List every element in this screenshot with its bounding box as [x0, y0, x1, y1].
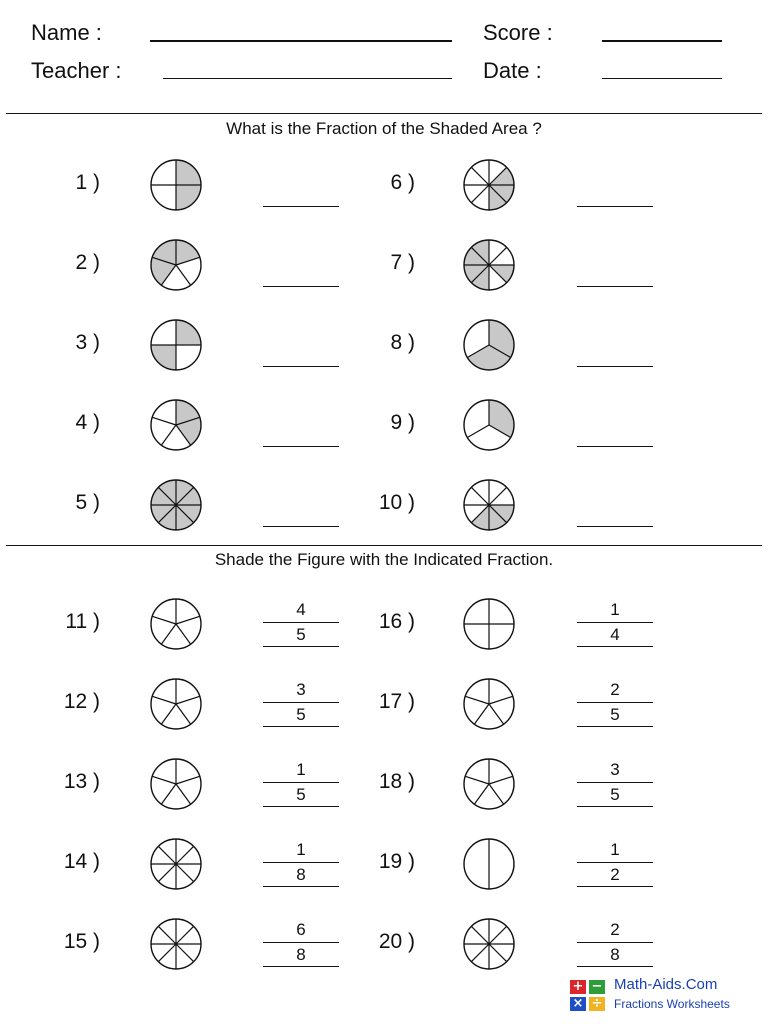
- slice-divider: [176, 926, 194, 944]
- slice-divider: [161, 425, 176, 445]
- slice-divider: [471, 185, 489, 203]
- answer-blank[interactable]: [263, 446, 339, 447]
- slice-divider: [152, 776, 176, 784]
- slice-divider: [176, 776, 200, 784]
- math-aids-logo: [568, 974, 748, 1016]
- fraction-numerator: 1: [296, 840, 306, 859]
- problem-number: 5 ): [75, 491, 100, 514]
- slice-divider: [176, 864, 194, 882]
- answer-blank[interactable]: [577, 526, 653, 527]
- divide-icon: ÷: [589, 997, 605, 1011]
- slice-divider: [176, 944, 194, 962]
- slice-divider: [176, 704, 191, 724]
- slice-divider: [471, 926, 489, 944]
- slice-divider: [489, 247, 507, 265]
- slice-divider: [152, 696, 176, 704]
- name-field[interactable]: [150, 40, 452, 42]
- slice-divider: [176, 616, 200, 624]
- logo-subtitle: Fractions Worksheets: [614, 997, 730, 1011]
- fraction-circle[interactable]: [148, 916, 204, 972]
- slice-divider: [176, 846, 194, 864]
- fraction-bar: [577, 942, 653, 943]
- target-fraction: [263, 599, 339, 646]
- problem-number: 9 ): [390, 411, 415, 434]
- slice-divider: [176, 265, 191, 285]
- slice-divider: [489, 704, 504, 724]
- slice-divider: [152, 417, 176, 425]
- plus-icon: +: [570, 980, 586, 994]
- slice-divider: [471, 167, 489, 185]
- slice-divider: [489, 784, 504, 804]
- section1-title: What is the Fraction of the Shaded Area ?: [226, 119, 542, 138]
- fraction-circle[interactable]: [461, 916, 517, 972]
- target-fraction: [577, 599, 653, 646]
- slice-divider: [161, 704, 176, 724]
- answer-blank[interactable]: [263, 366, 339, 367]
- score-field[interactable]: [602, 40, 722, 42]
- problem-number: 13 ): [63, 770, 100, 793]
- slice-divider: [158, 846, 176, 864]
- fraction-circle[interactable]: [148, 836, 204, 892]
- fraction-bar: [263, 782, 339, 783]
- fraction-numerator: 3: [296, 680, 306, 699]
- fraction-circle: [148, 157, 204, 213]
- answer-line: [577, 966, 653, 967]
- fraction-bar: [577, 702, 653, 703]
- answer-blank[interactable]: [263, 206, 339, 207]
- target-fraction: [577, 839, 653, 886]
- answer-line: [263, 806, 339, 807]
- slice-divider: [467, 425, 489, 438]
- fraction-circle[interactable]: [148, 756, 204, 812]
- problem-number: 14 ): [63, 850, 100, 873]
- fraction-denominator: 5: [296, 705, 306, 724]
- slice-divider: [474, 784, 489, 804]
- fraction-bar: [263, 942, 339, 943]
- fraction-denominator: 5: [296, 625, 306, 644]
- fraction-numerator: 4: [296, 600, 306, 619]
- slice-divider: [161, 624, 176, 644]
- answer-line: [577, 646, 653, 647]
- target-fraction: [577, 759, 653, 806]
- problem-number: 2 ): [75, 251, 100, 274]
- fraction-circle: [148, 237, 204, 293]
- slice-divider: [489, 926, 507, 944]
- fraction-numerator: 2: [610, 680, 620, 699]
- slice-divider: [161, 784, 176, 804]
- problem-number: 15 ): [63, 930, 100, 953]
- target-fraction: [263, 839, 339, 886]
- fraction-bar: [577, 622, 653, 623]
- answer-blank[interactable]: [577, 366, 653, 367]
- slice-divider: [176, 784, 191, 804]
- fraction-numerator: 1: [296, 760, 306, 779]
- slice-divider: [152, 616, 176, 624]
- slice-divider: [158, 944, 176, 962]
- problem-number: 20 ): [378, 930, 415, 953]
- fraction-denominator: 8: [610, 945, 620, 964]
- problem-number: 19 ): [378, 850, 415, 873]
- logo-title: Math-Aids.Com: [614, 976, 718, 993]
- answer-line: [263, 886, 339, 887]
- date-field[interactable]: [602, 78, 722, 79]
- problem-number: 3 ): [75, 331, 100, 354]
- problem-number: 17 ): [378, 690, 415, 713]
- fraction-denominator: 5: [610, 785, 620, 804]
- answer-line: [263, 646, 339, 647]
- slice-divider: [489, 696, 513, 704]
- fraction-bar: [263, 622, 339, 623]
- name-label: Name :: [31, 20, 102, 45]
- target-fraction: [263, 759, 339, 806]
- slice-divider: [158, 926, 176, 944]
- section-divider: [6, 545, 762, 546]
- target-fraction: [577, 919, 653, 966]
- shaded-slice: [489, 167, 514, 185]
- answer-line: [263, 966, 339, 967]
- section-divider: [6, 113, 762, 114]
- target-fraction: [263, 919, 339, 966]
- section2-title: Shade the Figure with the Indicated Fraction.: [214, 550, 554, 569]
- problem-number: 8 ): [390, 331, 415, 354]
- fraction-circle: [148, 397, 204, 453]
- date-label: Date :: [483, 58, 542, 83]
- fraction-circle: [148, 477, 204, 533]
- fraction-denominator: 5: [610, 705, 620, 724]
- fraction-circle[interactable]: [461, 676, 517, 732]
- fraction-numerator: 6: [296, 920, 306, 939]
- fraction-circle[interactable]: [148, 676, 204, 732]
- fraction-bar: [577, 782, 653, 783]
- slice-divider: [471, 487, 489, 505]
- answer-line: [577, 726, 653, 727]
- problem-number: 4 ): [75, 411, 100, 434]
- fraction-circle[interactable]: [461, 836, 517, 892]
- fraction-circle: [461, 397, 517, 453]
- answer-line: [577, 886, 653, 887]
- fraction-numerator: 3: [610, 760, 620, 779]
- fraction-denominator: 8: [296, 865, 306, 884]
- fraction-numerator: 1: [610, 600, 620, 619]
- problem-number: 16 ): [378, 610, 415, 633]
- slice-divider: [465, 696, 489, 704]
- fraction-circle: [461, 237, 517, 293]
- slice-divider: [489, 776, 513, 784]
- slice-divider: [471, 944, 489, 962]
- problem-number: 12 ): [63, 690, 100, 713]
- problem-number: 1 ): [75, 171, 100, 194]
- fraction-denominator: 8: [296, 945, 306, 964]
- target-fraction: [577, 679, 653, 726]
- slice-divider: [489, 944, 507, 962]
- target-fraction: [263, 679, 339, 726]
- slice-divider: [158, 864, 176, 882]
- times-icon: ×: [570, 997, 586, 1011]
- fraction-bar: [263, 702, 339, 703]
- answer-blank[interactable]: [577, 446, 653, 447]
- shaded-slice: [489, 265, 514, 283]
- answer-blank[interactable]: [263, 286, 339, 287]
- answer-blank[interactable]: [263, 526, 339, 527]
- shaded-slice: [471, 505, 489, 530]
- answer-line: [263, 726, 339, 727]
- teacher-label: Teacher :: [31, 58, 122, 83]
- slice-divider: [176, 696, 200, 704]
- answer-blank[interactable]: [577, 206, 653, 207]
- problem-number: 18 ): [378, 770, 415, 793]
- slice-divider: [489, 487, 507, 505]
- minus-icon: −: [589, 980, 605, 994]
- score-label: Score :: [483, 20, 553, 45]
- fraction-bar: [263, 862, 339, 863]
- fraction-circle: [461, 157, 517, 213]
- fraction-denominator: 5: [296, 785, 306, 804]
- fraction-circle: [461, 317, 517, 373]
- fraction-bar: [577, 862, 653, 863]
- teacher-field[interactable]: [163, 78, 452, 79]
- slice-divider: [465, 776, 489, 784]
- answer-line: [577, 806, 653, 807]
- problem-number: 6 ): [390, 171, 415, 194]
- fraction-denominator: 2: [610, 865, 620, 884]
- fraction-circle[interactable]: [148, 596, 204, 652]
- fraction-denominator: 4: [610, 625, 620, 644]
- operator-grid-icon: [568, 978, 608, 1014]
- problem-number: 10 ): [378, 491, 415, 514]
- fraction-numerator: 2: [610, 920, 620, 939]
- fraction-circle[interactable]: [461, 596, 517, 652]
- slice-divider: [176, 624, 191, 644]
- fraction-numerator: 1: [610, 840, 620, 859]
- problem-number: 11 ): [65, 610, 100, 633]
- slice-divider: [474, 704, 489, 724]
- fraction-circle: [148, 317, 204, 373]
- fraction-circle[interactable]: [461, 756, 517, 812]
- fraction-circle: [461, 477, 517, 533]
- problem-number: 7 ): [390, 251, 415, 274]
- answer-blank[interactable]: [577, 286, 653, 287]
